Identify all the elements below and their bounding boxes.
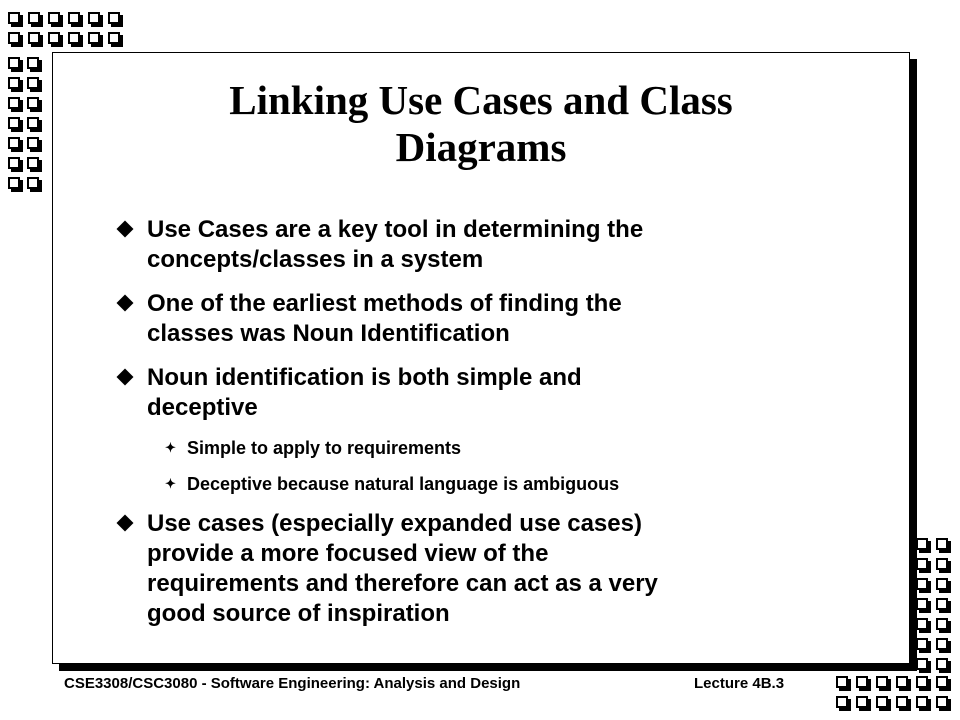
decorative-square <box>27 97 39 109</box>
decorative-square <box>936 638 948 650</box>
decorative-square <box>48 12 60 24</box>
decorative-square <box>68 12 80 24</box>
bullet-text-line: provide a more focused view of the <box>147 540 549 567</box>
decorative-square <box>916 658 928 670</box>
diamond-bullet-icon <box>117 221 134 238</box>
sub-bullet-item <box>117 473 887 495</box>
bullet-text-line: classes was Noun Identification <box>147 320 510 347</box>
decorative-square <box>936 618 948 630</box>
decorative-square <box>8 177 20 189</box>
decorative-square <box>896 696 908 708</box>
slide-panel <box>52 52 910 664</box>
decorative-square <box>8 117 20 129</box>
decorative-square <box>876 676 888 688</box>
diamond-bullet-icon <box>117 295 134 312</box>
decorative-square <box>836 676 848 688</box>
decorative-square <box>8 97 20 109</box>
bullet-text-line: Noun identification is both simple and <box>147 364 582 391</box>
decorative-square <box>27 157 39 169</box>
bullet-text-line: concepts/classes in a system <box>147 246 484 273</box>
bullet-item <box>117 289 887 349</box>
decorative-square <box>856 676 868 688</box>
sub-bullet-text: Deceptive because natural language is ambiguous <box>187 474 620 494</box>
bullet-text-line: good source of inspiration <box>147 600 450 627</box>
decorative-square <box>27 137 39 149</box>
sub-bullet-text: Simple to apply to requirements <box>187 438 462 458</box>
decorative-square <box>27 177 39 189</box>
footer-course-title: CSE3308/CSC3080 - Software Engineering: Analysis and Design <box>64 675 521 692</box>
decorative-square <box>27 57 39 69</box>
bullet-text-line: deceptive <box>147 394 258 421</box>
decorative-square <box>936 696 948 708</box>
decorative-square <box>916 558 928 570</box>
decorative-square <box>8 32 20 44</box>
star-bullet-icon: ✦ <box>165 440 176 455</box>
bullet-text-line: requirements and therefore can act as a very <box>147 570 658 597</box>
slide-title <box>53 77 909 171</box>
sub-bullet-item <box>117 437 887 459</box>
decorative-square <box>28 12 40 24</box>
diamond-bullet-icon <box>117 515 134 532</box>
decorative-square <box>27 117 39 129</box>
footer-lecture-number: Lecture 4B.3 <box>694 675 785 692</box>
decorative-square <box>8 137 20 149</box>
decorative-square <box>916 598 928 610</box>
slide-title-line-2: Diagrams <box>395 124 567 170</box>
decorative-square <box>936 538 948 550</box>
bullet-list <box>117 215 887 643</box>
diamond-bullet-icon <box>117 369 134 386</box>
decorative-square <box>88 12 100 24</box>
decorative-square <box>916 638 928 650</box>
decorative-square <box>8 12 20 24</box>
decorative-square <box>27 77 39 89</box>
decorative-square <box>896 676 908 688</box>
bullet-item <box>117 509 887 629</box>
decorative-square <box>916 538 928 550</box>
slide-title-line-1: Linking Use Cases and Class <box>229 77 733 123</box>
bullet-text-line: Use cases (especially expanded use cases) <box>147 510 642 537</box>
bullet-text-line: One of the earliest methods of finding the <box>147 290 622 317</box>
decorative-square <box>936 578 948 590</box>
decorative-square <box>936 558 948 570</box>
decorative-square <box>916 578 928 590</box>
decorative-square <box>936 658 948 670</box>
decorative-square <box>88 32 100 44</box>
decorative-square <box>68 32 80 44</box>
decorative-square <box>916 676 928 688</box>
bullet-text-line: Use Cases are a key tool in determining the <box>147 216 644 243</box>
decorative-square <box>936 676 948 688</box>
decorative-square <box>836 696 848 708</box>
decorative-square <box>8 77 20 89</box>
decorative-square <box>108 32 120 44</box>
decorative-square <box>936 598 948 610</box>
star-bullet-icon: ✦ <box>165 476 176 491</box>
bullet-item <box>117 215 887 275</box>
decorative-square <box>8 157 20 169</box>
decorative-square <box>8 57 20 69</box>
decorative-square <box>108 12 120 24</box>
decorative-square <box>48 32 60 44</box>
decorative-square <box>876 696 888 708</box>
decorative-square <box>856 696 868 708</box>
decorative-square <box>916 696 928 708</box>
decorative-square <box>28 32 40 44</box>
bullet-item <box>117 363 887 423</box>
decorative-square <box>916 618 928 630</box>
